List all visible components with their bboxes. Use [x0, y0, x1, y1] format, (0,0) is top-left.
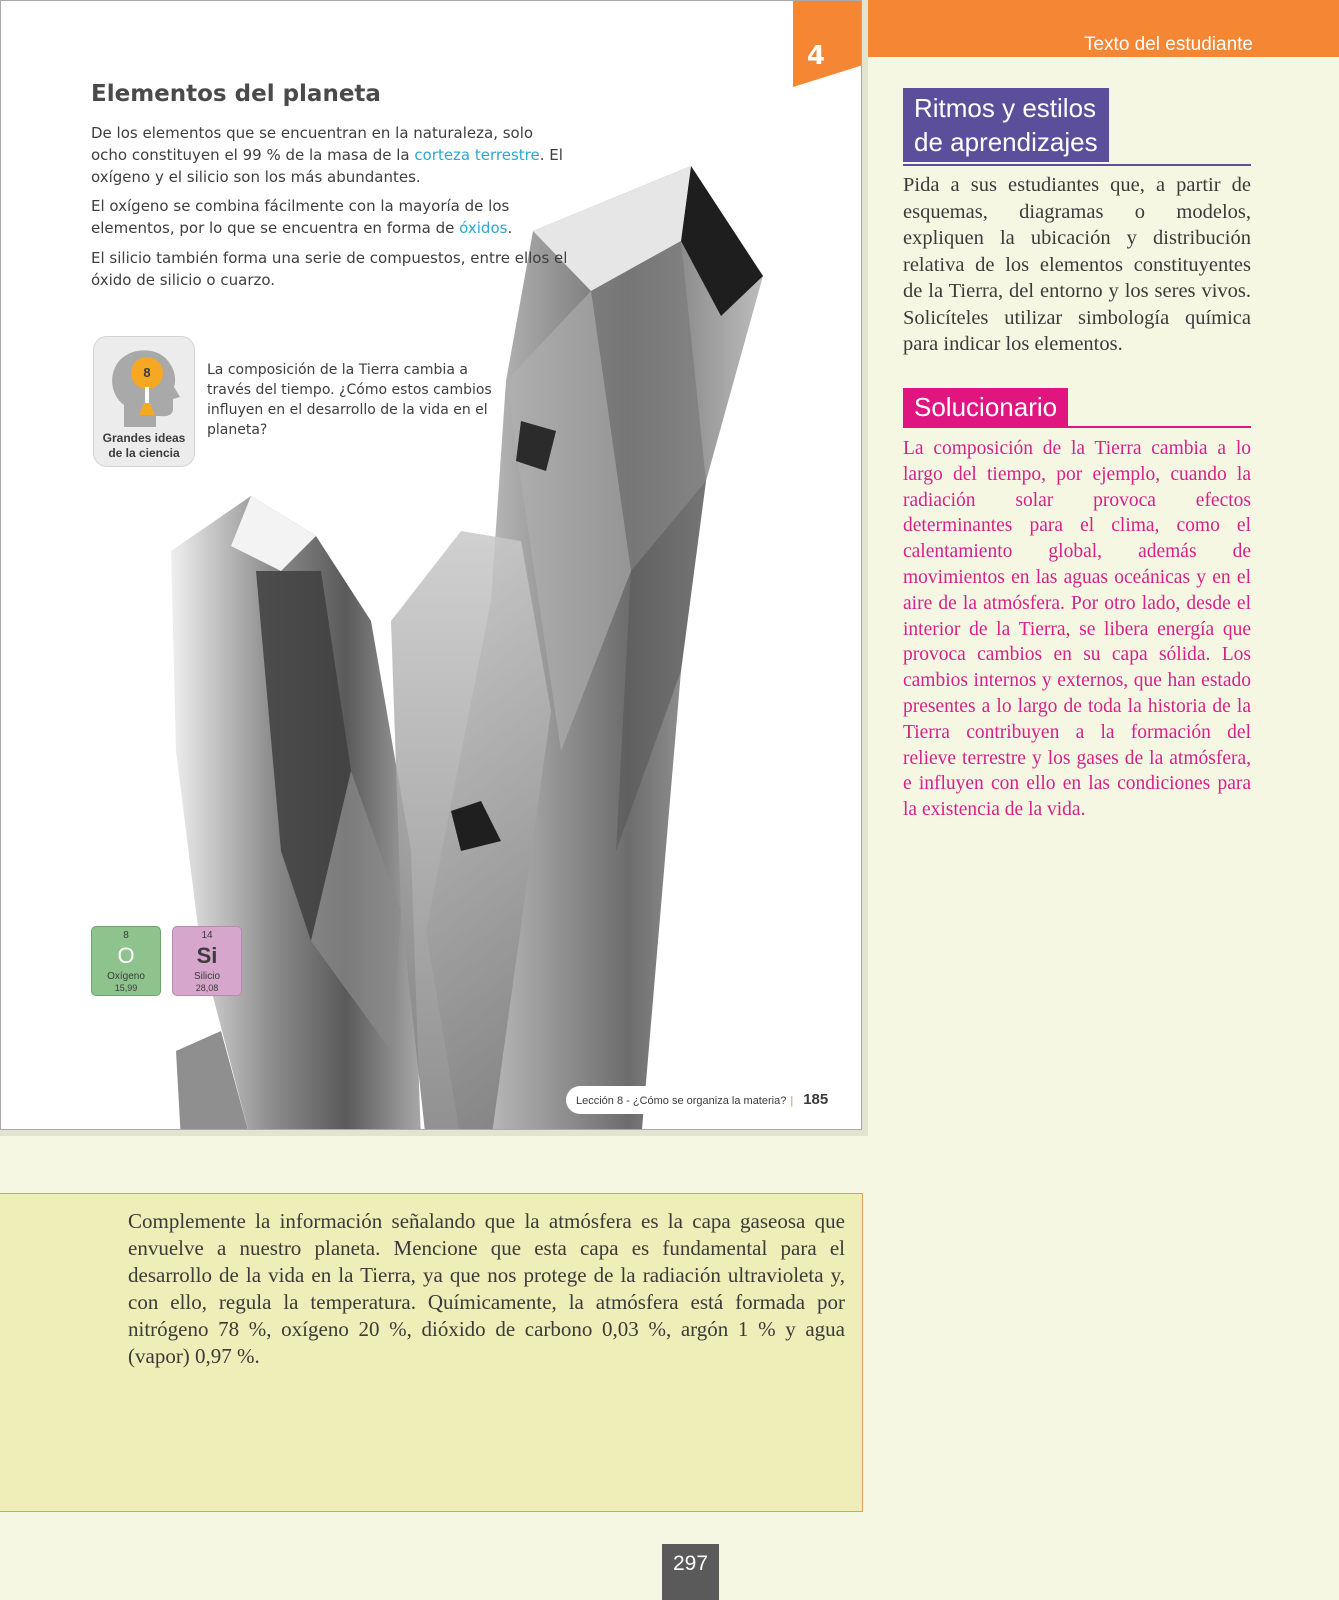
big-ideas-question: La composición de la Tierra cambia a través del tiempo. ¿Cómo estos cambios influyen en el desarrollo de la vida en el planeta? [207, 362, 492, 438]
term-oxidos: óxidos [459, 219, 508, 237]
element-card-silicon: 14 Si Silicio 28,08 [172, 926, 242, 996]
lesson-footer: Lección 8 - ¿Cómo se organiza la materia? | 185 [566, 1086, 848, 1114]
solutions-text: La composición de la Tierra cambia a lo largo del tiempo, por ejemplo, cuando la radiación solar provoca efectos determinantes para el clima, como el calentamiento global, además de movimientos en las aguas oceánicas y en el aire de la atmósfera. Por otro lado, desde el interior de la Tierra, se libera energía que provoca cambios en su capa sólida. Los cambios internos y externos, que han estado presentes a lo largo de toda la historia de la Tierra contribuyen a la formación del relieve terrestre y los gases de la atmósfera, e influyen con ello en las condiciones para la existencia de la vida. [903, 438, 1251, 821]
rhythms-divider [903, 164, 1251, 166]
note-text: Complemente la información señalando que la atmósfera es la capa gaseosa que envuelve a nuestro planeta. Mencione que esta capa es fundamental para el desarrollo de la vida en la Tierra, ya que nos protege de la radiación ultravioleta y, con ello, regula la temperatura. Químicamente, la atmósfera está formada por nitrógeno 78 %, oxígeno 20 %, dióxido de carbono 0,03 %, argón 1 % y agua (vapor) 0,97 %. [128, 1209, 845, 1368]
solutions-title: Solucionario [903, 388, 1068, 426]
student-page-title: Elementos del planeta [91, 81, 381, 107]
term-corteza-terrestre: corteza terrestre [414, 146, 540, 164]
quartz-crystal-image [161, 151, 801, 1130]
header-bar [868, 0, 1339, 57]
rhythms-title: Ritmos y estilos de aprendizajes [903, 88, 1109, 162]
paragraph-silicon: El silicio también forma una serie de compuestos, entre ellos el óxido de silicio o cuarzo. [91, 249, 568, 289]
note-box [0, 1193, 863, 1512]
paragraph-elements: De los elementos que se encuentran en la naturaleza, solo ocho constituyen el 99 % de la masa de la corteza terrestre. El oxígeno y el silicio son los más abundantes. [91, 124, 563, 186]
student-page-sheet [0, 0, 862, 1130]
solutions-divider [903, 426, 1251, 428]
big-ideas-badge [93, 336, 195, 467]
student-page-image [0, 0, 868, 1136]
rhythms-text: Pida a sus estudiantes que, a partir de esquemas, diagramas o modelos, expliquen la ubicación y distribución relativa de los elementos constituyentes de la Tierra, del entorno y los seres vivos. Solicíteles utilizar simbología química para indicar los elementos. [903, 174, 1251, 355]
header-label: Texto del estudiante [1083, 34, 1253, 55]
unit-tab [793, 1, 862, 87]
lesson-label: Lección 8 - ¿Cómo se organiza la materia? [576, 1095, 787, 1107]
element-card-oxygen: 8 O Oxígeno 15,99 [91, 926, 161, 996]
head-icon [102, 343, 188, 433]
paragraph-oxygen: El oxígeno se combina fácilmente con la mayoría de los elementos, por lo que se encuentra en forma de óxidos. [91, 197, 513, 237]
unit-number: 4 [807, 41, 826, 71]
big-ideas-number: 8 [143, 365, 151, 380]
student-page-number: 185 [803, 1091, 829, 1108]
big-ideas-label: Grandes ideas de la ciencia [102, 431, 186, 460]
page-number: 297 [662, 1544, 719, 1600]
